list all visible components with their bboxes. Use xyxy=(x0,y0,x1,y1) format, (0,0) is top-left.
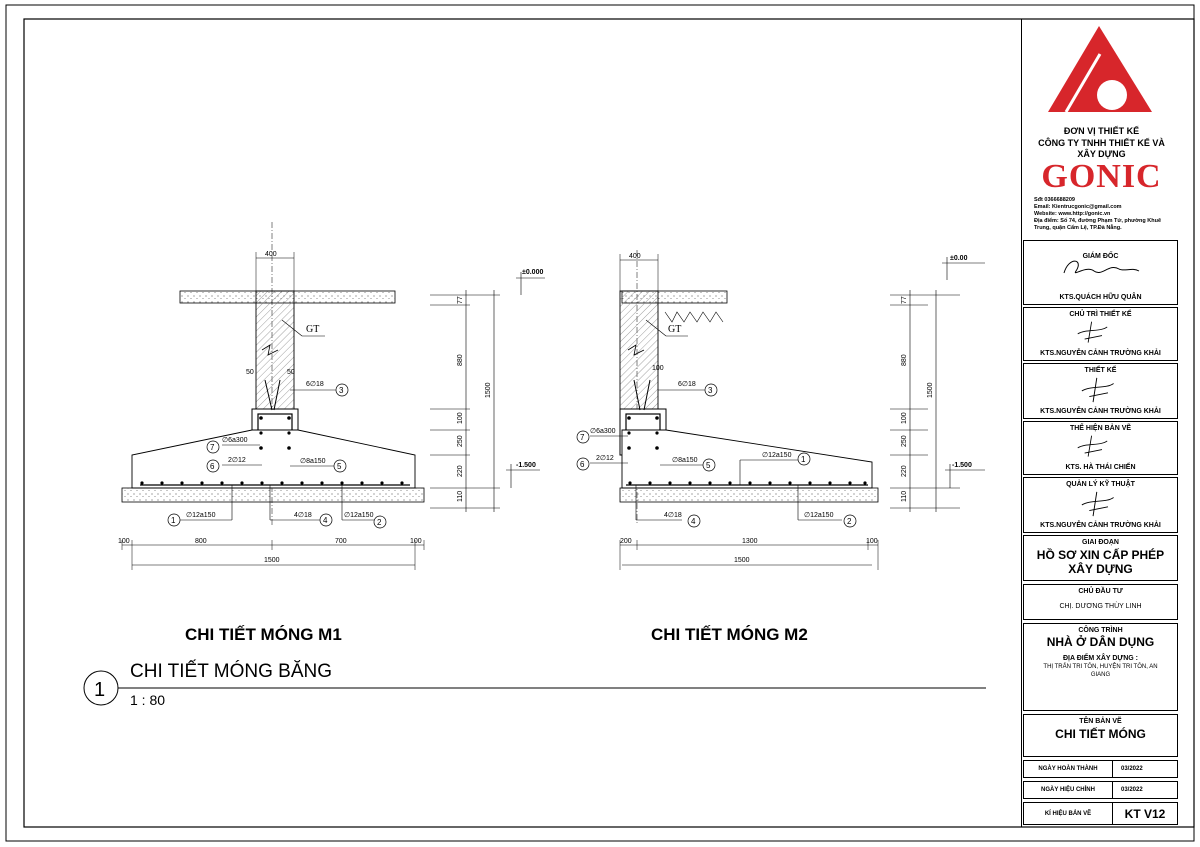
date-done-row xyxy=(1023,760,1178,778)
qa-name: KTS.NGUYỄN CẢNH TRƯỜNG KHẢI xyxy=(1040,522,1161,529)
director-box xyxy=(1023,240,1178,305)
m1-label-r3: 6∅18 xyxy=(306,381,324,388)
m2-label-r7: ∅6a300 xyxy=(590,428,616,435)
sheet-name-box xyxy=(1023,714,1178,757)
code-value: KT V12 xyxy=(1124,807,1166,821)
date-done-value: 03/2022 xyxy=(1121,766,1143,772)
m2-callout-6: 6 xyxy=(580,460,585,469)
m2-callout-1: 1 xyxy=(801,455,806,464)
m1-dim-top: 400 xyxy=(265,251,277,258)
director-name: KTS.QUÁCH HỮU QUÂN xyxy=(1059,294,1142,301)
m2-callout-5: 5 xyxy=(706,461,711,470)
m1-gt-label: GT xyxy=(306,324,320,335)
m1-level-top: ±0.000 xyxy=(522,269,544,276)
m1-elev-250: 250 xyxy=(457,435,464,447)
m2-elevation-dims xyxy=(890,255,985,512)
m1-level-bot: -1.500 xyxy=(516,462,536,469)
m2-elev-110: 110 xyxy=(901,490,908,502)
m1-title: CHI TIẾT MÓNG M1 xyxy=(185,625,342,644)
project-value: NHÀ Ở DÂN DỤNG xyxy=(1046,635,1155,649)
location-value: THỊ TRẤN TRI TÔN, HUYỆN TRI TÔN, AN GIANG xyxy=(1043,664,1158,678)
m1-elev-220: 220 xyxy=(457,465,464,477)
m2-label-r2: ∅12a150 xyxy=(804,512,834,519)
m2-label-r3: 6∅18 xyxy=(678,381,696,388)
m2-callout-4: 4 xyxy=(691,517,696,526)
m2-elev-880: 880 xyxy=(901,354,908,366)
m1-callout-4: 4 xyxy=(323,516,328,525)
company-name: CÔNG TY TNHH THIẾT KẾ VÀ XÂY DỰNG xyxy=(1038,138,1165,159)
investor-label: CHỦ ĐẦU TƯ xyxy=(1078,588,1123,595)
design-signature-icon xyxy=(1024,376,1169,404)
drawn-signature-icon xyxy=(1024,434,1158,460)
chief-label: CHỦ TRÌ THIẾT KẾ xyxy=(1069,311,1132,318)
m2-dim-total: 1500 xyxy=(734,557,750,564)
project-label: CÔNG TRÌNH xyxy=(1078,627,1123,634)
code-row xyxy=(1023,802,1178,825)
m1-dim-b3: 700 xyxy=(335,538,347,545)
company-website: Website: www.http://gonic.vn xyxy=(1034,211,1111,217)
m1-dim-total: 1500 xyxy=(264,557,280,564)
m2-level-top: ±0.00 xyxy=(950,255,968,262)
m2-label-r4: 4∅18 xyxy=(664,512,682,519)
m1-dim-50-left: 50 xyxy=(246,369,254,376)
m2-dim-b2: 1300 xyxy=(742,538,758,545)
location-label: ĐỊA ĐIỂM XÂY DỰNG : xyxy=(1062,655,1139,662)
m2-dim-top: 400 xyxy=(629,253,641,260)
m1-dim-b1: 100 xyxy=(118,538,130,545)
m2-elev-total: 1500 xyxy=(927,382,934,398)
m1-label-r7: ∅6a300 xyxy=(222,437,248,444)
sheet-label: TÊN BẢN VẼ xyxy=(1079,718,1122,725)
drawn-label: THỂ HIỆN BẢN VẼ xyxy=(1069,425,1132,432)
m2-dim-b3: 100 xyxy=(866,538,878,545)
director-label: GIÁM ĐỐC xyxy=(1082,253,1119,260)
m1-dim-b2: 800 xyxy=(195,538,207,545)
m1-label-r2: ∅12a150 xyxy=(344,512,374,519)
m2-callout-7: 7 xyxy=(580,433,585,442)
design-name: KTS.NGUYỄN CẢNH TRƯỜNG KHẢI xyxy=(1040,408,1161,415)
sheet-value: CHI TIẾT MÓNG xyxy=(1055,727,1146,741)
m1-elev-880: 880 xyxy=(457,354,464,366)
company-phone: Sđt 0366688209 xyxy=(1034,197,1075,203)
m1-elev-110: 110 xyxy=(457,490,464,502)
date-rev-row xyxy=(1023,781,1178,799)
m2-dim-b1: 200 xyxy=(620,538,632,545)
drawn-box xyxy=(1023,421,1178,475)
qa-label: QUẢN LÝ KỸ THUẬT xyxy=(1066,481,1135,488)
m2-elev-220: 220 xyxy=(901,465,908,477)
m1-elev-total: 1500 xyxy=(485,382,492,398)
date-done-label: NGÀY HOÀN THÀNH xyxy=(1024,761,1113,777)
date-rev-value: 03/2022 xyxy=(1121,787,1143,793)
qa-signature-icon xyxy=(1024,490,1169,518)
investor-box xyxy=(1023,584,1178,620)
section-scale: 1 : 80 xyxy=(130,692,166,708)
investor-value: CHỊ. DƯƠNG THÙY LINH xyxy=(1059,603,1142,610)
m2-title: CHI TIẾT MÓNG M2 xyxy=(651,625,808,644)
m1-callout-6: 6 xyxy=(210,462,215,471)
drawn-name: KTS. HÀ THÁI CHIẾN xyxy=(1065,464,1136,471)
m2-callout-2: 2 xyxy=(847,517,852,526)
m2-label-r1: ∅12a150 xyxy=(762,452,792,459)
code-label: KÍ HIỆU BẢN VẼ xyxy=(1024,803,1113,824)
director-signature-icon xyxy=(1024,251,1179,281)
m2-elev-77: 77 xyxy=(901,296,908,304)
qa-box xyxy=(1023,477,1178,533)
m2-callout-3: 3 xyxy=(708,386,713,395)
design-label: THIẾT KẾ xyxy=(1084,367,1117,374)
m1-callout-7: 7 xyxy=(210,443,215,452)
chief-name: KTS.NGUYỄN CẢNH TRƯỜNG KHẢI xyxy=(1040,350,1161,357)
m2-level-bot: -1.500 xyxy=(952,462,972,469)
m2-dim-100: 100 xyxy=(652,365,664,372)
m1-elev-77: 77 xyxy=(457,296,464,304)
m1-label-r6: 2∅12 xyxy=(228,457,246,464)
stage-label: GIAI ĐOẠN xyxy=(1082,539,1119,546)
m2-label-r6: 2∅12 xyxy=(596,455,614,462)
brand-name: GONIC xyxy=(1041,158,1162,195)
footing-m2 xyxy=(577,250,878,644)
m1-elevation-dims xyxy=(430,269,545,512)
design-box xyxy=(1023,363,1178,419)
m1-label-r1: ∅12a150 xyxy=(186,512,216,519)
m1-dim-50-right: 50 xyxy=(287,369,295,376)
m2-label-r5: ∅8a150 xyxy=(672,457,698,464)
m1-label-r5: ∅8a150 xyxy=(300,458,326,465)
m1-elev-100: 100 xyxy=(457,412,464,424)
stage-value: HỒ SƠ XIN CẤP PHÉP XÂY DỰNG xyxy=(1036,548,1165,576)
m1-label-r4: 4∅18 xyxy=(294,512,312,519)
chief-box xyxy=(1023,307,1178,361)
section-label xyxy=(84,660,986,708)
chief-signature-icon xyxy=(1024,320,1158,346)
m1-callout-5: 5 xyxy=(337,462,342,471)
company-email: Email: Kientrucgonic@gmail.com xyxy=(1034,204,1122,210)
m2-elev-250: 250 xyxy=(901,435,908,447)
m2-elev-100: 100 xyxy=(901,412,908,424)
company-address: Địa điểm: Số 74, đường Phạm Tứ, phường Khuê Trung, quận Cẩm Lệ, TP.Đà Nẵng. xyxy=(1034,218,1162,231)
m2-gt-label: GT xyxy=(668,324,682,335)
m1-dim-b4: 100 xyxy=(410,538,422,545)
date-rev-label: NGÀY HIỆU CHỈNH xyxy=(1024,782,1113,798)
m1-callout-1: 1 xyxy=(171,516,176,525)
m1-callout-2: 2 xyxy=(377,518,382,527)
section-number: 1 xyxy=(94,679,106,701)
m1-callout-3: 3 xyxy=(339,386,344,395)
project-box xyxy=(1023,623,1178,711)
unit-label: ĐƠN VỊ THIẾT KẾ xyxy=(1063,126,1140,136)
stage-box xyxy=(1023,535,1178,581)
section-title: CHI TIẾT MÓNG BĂNG xyxy=(130,661,332,682)
footing-m1 xyxy=(118,222,424,644)
